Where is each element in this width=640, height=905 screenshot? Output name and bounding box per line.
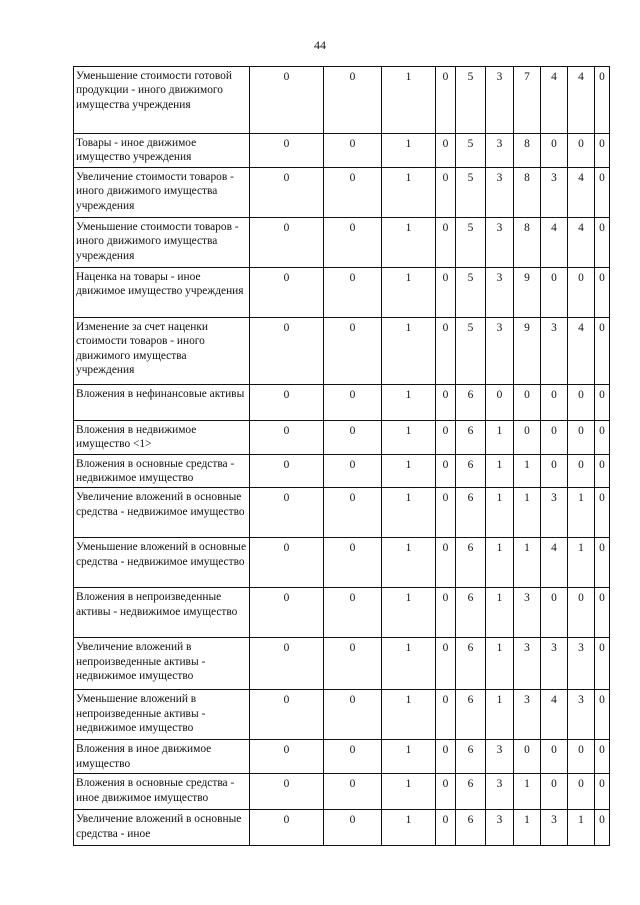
code-digit-cell: 0 (250, 690, 324, 740)
account-name-cell: Увеличение вложений в основные средства - недвижимое имущество (74, 488, 250, 538)
code-digit-cell: 0 (250, 488, 324, 538)
code-digit-cell: 0 (436, 588, 456, 638)
code-digit-cell: 0 (514, 420, 541, 454)
code-digit-cell: 0 (568, 740, 595, 774)
code-digit-cell: 3 (486, 810, 514, 846)
account-name-cell: Уменьшение вложений в основные средства - недвижимое имущество (74, 538, 250, 588)
account-name-cell: Увеличение вложений в основные средства - иное (74, 810, 250, 846)
code-digit-cell: 1 (382, 420, 436, 454)
code-digit-cell: 0 (568, 420, 595, 454)
code-digit-cell: 0 (250, 317, 324, 384)
code-digit-cell: 1 (486, 420, 514, 454)
code-digit-cell: 0 (324, 488, 382, 538)
code-digit-cell: 0 (324, 134, 382, 168)
code-digit-cell: 0 (568, 134, 595, 168)
code-digit-cell: 0 (324, 217, 382, 267)
code-digit-cell: 0 (436, 420, 456, 454)
account-name-cell: Увеличение вложений в непроизведенные активы - недвижимое имущество (74, 638, 250, 690)
code-digit-cell: 0 (568, 267, 595, 317)
code-digit-cell: 3 (514, 588, 541, 638)
code-digit-cell: 0 (514, 384, 541, 420)
table-row (74, 488, 610, 538)
code-digit-cell: 0 (324, 317, 382, 384)
code-digit-cell: 0 (250, 134, 324, 168)
code-digit-cell: 0 (324, 810, 382, 846)
table-row (74, 134, 610, 168)
code-digit-cell: 4 (568, 317, 595, 384)
code-digit-cell: 0 (595, 690, 610, 740)
table-row (74, 638, 610, 690)
code-digit-cell: 1 (382, 317, 436, 384)
code-digit-cell: 3 (541, 317, 568, 384)
account-name-cell: Вложения в основные средства - иное движимое имущество (74, 774, 250, 810)
code-digit-cell: 1 (486, 690, 514, 740)
code-digit-cell: 1 (382, 690, 436, 740)
code-digit-cell: 0 (514, 740, 541, 774)
code-digit-cell: 1 (486, 454, 514, 488)
code-digit-cell: 5 (456, 167, 486, 217)
code-digit-cell: 0 (595, 810, 610, 846)
code-digit-cell: 0 (250, 167, 324, 217)
code-digit-cell: 3 (486, 134, 514, 168)
code-digit-cell: 6 (456, 774, 486, 810)
code-digit-cell: 1 (382, 588, 436, 638)
code-digit-cell: 6 (456, 638, 486, 690)
table-row (74, 538, 610, 588)
table-row (74, 384, 610, 420)
code-digit-cell: 1 (382, 774, 436, 810)
code-digit-cell: 6 (456, 690, 486, 740)
account-name-cell: Товары - иное движимое имущество учреждения (74, 134, 250, 168)
account-name-cell: Вложения в непроизведенные активы - недвижимое имущество (74, 588, 250, 638)
code-digit-cell: 7 (514, 67, 541, 134)
code-digit-cell: 5 (456, 317, 486, 384)
code-digit-cell: 0 (436, 134, 456, 168)
code-digit-cell: 3 (568, 638, 595, 690)
code-digit-cell: 0 (436, 774, 456, 810)
code-digit-cell: 3 (486, 67, 514, 134)
code-digit-cell: 3 (541, 638, 568, 690)
code-digit-cell: 0 (324, 774, 382, 810)
code-digit-cell: 6 (456, 420, 486, 454)
code-digit-cell: 0 (436, 538, 456, 588)
code-digit-cell: 0 (541, 420, 568, 454)
code-digit-cell: 0 (541, 454, 568, 488)
code-digit-cell: 3 (486, 740, 514, 774)
page-number: 44 (314, 38, 326, 52)
code-digit-cell: 0 (324, 420, 382, 454)
code-digit-cell: 0 (324, 267, 382, 317)
code-digit-cell: 0 (595, 317, 610, 384)
code-digit-cell: 0 (436, 67, 456, 134)
code-digit-cell: 1 (382, 167, 436, 217)
code-digit-cell: 4 (541, 67, 568, 134)
code-digit-cell: 3 (486, 267, 514, 317)
account-name-cell: Увеличение стоимости товаров - иного движимого имущества учреждения (74, 167, 250, 217)
code-digit-cell: 1 (382, 267, 436, 317)
code-digit-cell: 0 (250, 810, 324, 846)
code-digit-cell: 0 (324, 454, 382, 488)
code-digit-cell: 0 (250, 740, 324, 774)
account-name-cell: Уменьшение стоимости готовой продукции - иного движимого имущества учреждения (74, 67, 250, 134)
code-digit-cell: 3 (486, 774, 514, 810)
account-name-cell: Вложения в недвижимое имущество <1> (74, 420, 250, 454)
code-digit-cell: 6 (456, 740, 486, 774)
code-digit-cell: 0 (250, 384, 324, 420)
account-name-cell: Вложения в нефинансовые активы (74, 384, 250, 420)
code-digit-cell: 0 (595, 638, 610, 690)
table-row (74, 690, 610, 740)
code-digit-cell: 8 (514, 134, 541, 168)
account-name-cell: Изменение за счет наценки стоимости товаров - иного движимого имущества учреждения (74, 317, 250, 384)
code-digit-cell: 0 (436, 384, 456, 420)
code-digit-cell: 0 (486, 384, 514, 420)
code-digit-cell: 6 (456, 538, 486, 588)
code-digit-cell: 1 (514, 774, 541, 810)
code-digit-cell: 9 (514, 267, 541, 317)
code-digit-cell: 0 (250, 420, 324, 454)
table-row (74, 317, 610, 384)
code-digit-cell: 0 (595, 588, 610, 638)
code-digit-cell: 1 (382, 454, 436, 488)
code-digit-cell: 0 (436, 690, 456, 740)
code-digit-cell: 0 (595, 67, 610, 134)
code-digit-cell: 0 (568, 774, 595, 810)
code-digit-cell: 0 (541, 740, 568, 774)
code-digit-cell: 0 (250, 267, 324, 317)
code-digit-cell: 3 (568, 690, 595, 740)
code-digit-cell: 0 (595, 454, 610, 488)
code-digit-cell: 0 (595, 217, 610, 267)
table-row (74, 454, 610, 488)
code-digit-cell: 0 (568, 384, 595, 420)
code-digit-cell: 0 (324, 740, 382, 774)
code-digit-cell: 0 (436, 454, 456, 488)
code-digit-cell: 1 (486, 538, 514, 588)
code-digit-cell: 1 (568, 810, 595, 846)
table-row (74, 217, 610, 267)
code-digit-cell: 1 (382, 384, 436, 420)
code-digit-cell: 6 (456, 384, 486, 420)
code-digit-cell: 0 (250, 638, 324, 690)
code-digit-cell: 0 (595, 267, 610, 317)
code-digit-cell: 0 (436, 267, 456, 317)
code-digit-cell: 1 (514, 810, 541, 846)
code-digit-cell: 1 (514, 454, 541, 488)
code-digit-cell: 0 (595, 167, 610, 217)
table-row (74, 167, 610, 217)
table-row (74, 67, 610, 134)
code-digit-cell: 3 (486, 317, 514, 384)
code-digit-cell: 1 (568, 488, 595, 538)
code-digit-cell: 0 (324, 690, 382, 740)
code-digit-cell: 1 (382, 638, 436, 690)
code-digit-cell: 3 (541, 488, 568, 538)
code-digit-cell: 0 (541, 267, 568, 317)
code-digit-cell: 1 (382, 810, 436, 846)
code-digit-cell: 1 (382, 488, 436, 538)
code-digit-cell: 5 (456, 267, 486, 317)
code-digit-cell: 0 (436, 317, 456, 384)
code-digit-cell: 4 (568, 217, 595, 267)
code-digit-cell: 6 (456, 588, 486, 638)
code-digit-cell: 0 (436, 638, 456, 690)
code-digit-cell: 6 (456, 810, 486, 846)
code-digit-cell: 0 (324, 538, 382, 588)
code-digit-cell: 1 (568, 538, 595, 588)
code-digit-cell: 0 (324, 384, 382, 420)
account-name-cell: Уменьшение вложений в непроизведенные активы - недвижимое имущество (74, 690, 250, 740)
code-digit-cell: 0 (436, 488, 456, 538)
code-digit-cell: 1 (486, 588, 514, 638)
code-digit-cell: 0 (324, 588, 382, 638)
table-row (74, 810, 610, 846)
code-digit-cell: 0 (568, 454, 595, 488)
code-digit-cell: 1 (382, 217, 436, 267)
code-digit-cell: 0 (250, 774, 324, 810)
code-digit-cell: 8 (514, 167, 541, 217)
code-digit-cell: 0 (324, 167, 382, 217)
code-digit-cell: 1 (382, 67, 436, 134)
code-digit-cell: 0 (250, 454, 324, 488)
code-digit-cell: 0 (436, 217, 456, 267)
account-codes-table (73, 66, 610, 846)
code-digit-cell: 0 (595, 538, 610, 588)
code-digit-cell: 0 (595, 740, 610, 774)
account-name-cell: Вложения в иное движимое имущество (74, 740, 250, 774)
code-digit-cell: 5 (456, 67, 486, 134)
code-digit-cell: 1 (514, 538, 541, 588)
code-digit-cell: 1 (486, 638, 514, 690)
account-name-cell: Уменьшение стоимости товаров - иного движимого имущества учреждения (74, 217, 250, 267)
code-digit-cell: 9 (514, 317, 541, 384)
code-digit-cell: 0 (568, 588, 595, 638)
code-digit-cell: 1 (382, 740, 436, 774)
table-row (74, 740, 610, 774)
code-digit-cell: 6 (456, 488, 486, 538)
code-digit-cell: 0 (324, 67, 382, 134)
code-digit-cell: 5 (456, 217, 486, 267)
code-digit-cell: 0 (250, 217, 324, 267)
code-digit-cell: 3 (486, 167, 514, 217)
code-digit-cell: 4 (541, 217, 568, 267)
code-digit-cell: 0 (436, 740, 456, 774)
table-row (74, 267, 610, 317)
code-digit-cell: 1 (382, 538, 436, 588)
code-digit-cell: 1 (486, 488, 514, 538)
code-digit-cell: 0 (541, 588, 568, 638)
table-row (74, 774, 610, 810)
code-digit-cell: 4 (541, 538, 568, 588)
code-digit-cell: 0 (595, 384, 610, 420)
code-digit-cell: 3 (514, 690, 541, 740)
table-row (74, 420, 610, 454)
code-digit-cell: 0 (324, 638, 382, 690)
code-digit-cell: 8 (514, 217, 541, 267)
code-digit-cell: 0 (250, 538, 324, 588)
code-digit-cell: 4 (568, 167, 595, 217)
code-digit-cell: 5 (456, 134, 486, 168)
code-digit-cell: 4 (568, 67, 595, 134)
code-digit-cell: 0 (541, 774, 568, 810)
code-digit-cell: 0 (595, 488, 610, 538)
code-digit-cell: 0 (250, 588, 324, 638)
code-digit-cell: 6 (456, 454, 486, 488)
code-digit-cell: 0 (250, 67, 324, 134)
code-digit-cell: 4 (541, 690, 568, 740)
code-digit-cell: 3 (541, 810, 568, 846)
table-row (74, 588, 610, 638)
account-name-cell: Наценка на товары - иное движимое имущество учреждения (74, 267, 250, 317)
code-digit-cell: 0 (436, 810, 456, 846)
code-digit-cell: 0 (595, 134, 610, 168)
code-digit-cell: 3 (514, 638, 541, 690)
code-digit-cell: 0 (541, 384, 568, 420)
code-digit-cell: 0 (595, 420, 610, 454)
code-digit-cell: 0 (541, 134, 568, 168)
code-digit-cell: 0 (595, 774, 610, 810)
account-name-cell: Вложения в основные средства - недвижимое имущество (74, 454, 250, 488)
code-digit-cell: 0 (436, 167, 456, 217)
code-digit-cell: 1 (382, 134, 436, 168)
code-digit-cell: 3 (541, 167, 568, 217)
code-digit-cell: 1 (514, 488, 541, 538)
code-digit-cell: 3 (486, 217, 514, 267)
